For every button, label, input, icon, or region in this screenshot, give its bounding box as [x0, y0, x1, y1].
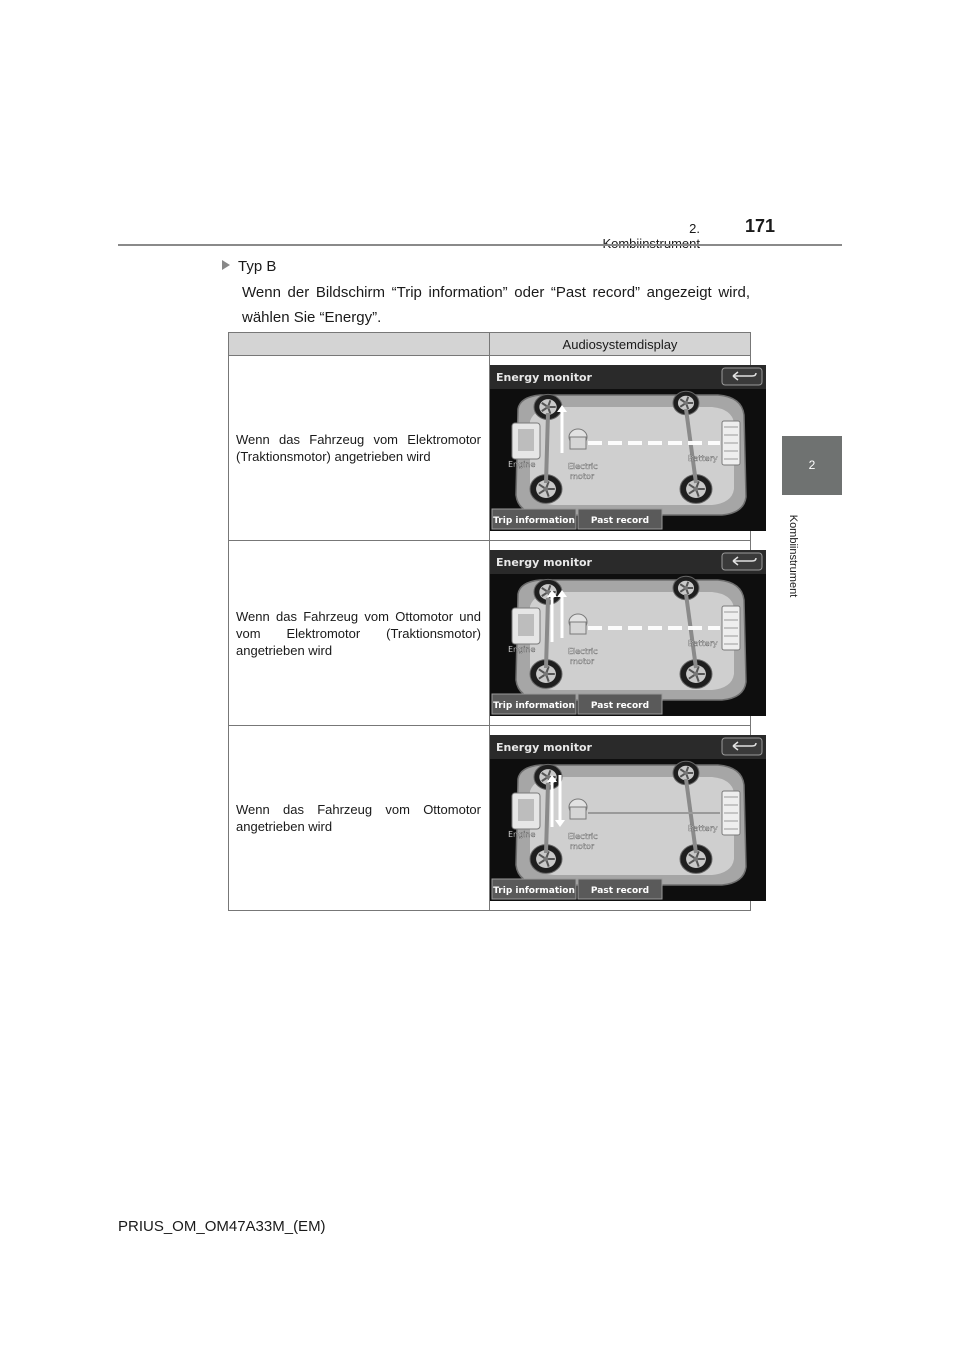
chapter-number: 2	[808, 458, 816, 472]
front-axle	[546, 598, 548, 668]
triangle-bullet-icon	[222, 260, 230, 270]
engine-label: Engine	[508, 460, 536, 469]
battery-icon	[722, 421, 740, 465]
screen-cell	[490, 726, 751, 911]
front-axle	[546, 413, 548, 483]
trip-information-label: Trip information	[493, 701, 575, 711]
electric-motor-icon	[569, 799, 587, 819]
back-button	[722, 368, 762, 385]
back-button	[722, 553, 762, 570]
footer-doc-id: PRIUS_OM_OM47A33M_(EM)	[118, 1218, 326, 1235]
battery-label: Battery	[688, 824, 718, 833]
energy-monitor-screen-electric	[490, 365, 766, 531]
electric-motor-label-line1: Electric	[568, 647, 598, 656]
past-record-label: Past record	[590, 516, 650, 526]
chapter-tab	[782, 436, 842, 495]
table-header-left	[229, 333, 490, 356]
engine-label: Engine	[508, 645, 536, 654]
past-record-label: Past record	[590, 701, 650, 711]
page-number: 171	[744, 216, 775, 236]
energy-monitor-screen-engine	[490, 735, 766, 901]
chapter-label	[783, 506, 803, 606]
electric-motor-label-line1: Electric	[568, 832, 598, 841]
trip-information-button	[492, 879, 576, 899]
electric-motor-label-line2: motor	[570, 657, 595, 666]
table-row	[229, 356, 751, 541]
electric-motor-label-line2: motor	[570, 472, 595, 481]
table-row	[229, 541, 751, 726]
engine-icon	[512, 608, 540, 644]
row-description: Wenn das Fahrzeug vom Elektromotor (Traktionsmotor) angetrieben wird	[229, 356, 490, 541]
front-axle	[546, 783, 548, 853]
screen-title: Energy monitor	[496, 371, 592, 384]
battery-icon	[722, 606, 740, 650]
bullet-text: Typ B	[238, 258, 277, 275]
trip-information-label: Trip information	[493, 886, 575, 896]
energy-monitor-table	[228, 332, 751, 911]
screen-cell	[490, 541, 751, 726]
header-divider	[118, 244, 842, 246]
past-record-button	[578, 694, 662, 714]
bullet-item	[222, 258, 276, 275]
table-header-right: Audiosystemdisplay	[490, 333, 751, 356]
energy-monitor-screen-both	[490, 550, 766, 716]
section-title: 2.	[689, 221, 700, 236]
trip-information-button	[492, 509, 576, 529]
battery-label: Battery	[688, 454, 718, 463]
engine-icon	[512, 423, 540, 459]
screen-title: Energy monitor	[496, 556, 592, 569]
electric-motor-icon	[569, 429, 587, 449]
back-button	[722, 738, 762, 755]
instruction-paragraph: Wenn der Bildschirm “Trip information” oder “Past record” angezeigt wird, wählen Sie “Energy”.	[242, 284, 750, 326]
screen-title: Energy monitor	[496, 741, 592, 754]
engine-label: Engine	[508, 830, 536, 839]
row-description: Wenn das Fahrzeug vom Ottomotor und vom Elektromotor (Traktionsmotor) angetrieben wird	[229, 541, 490, 726]
row-description: Wenn das Fahrzeug vom Ottomotor angetrieben wird	[229, 726, 490, 911]
past-record-button	[578, 509, 662, 529]
battery-label: Battery	[688, 639, 718, 648]
chapter-label-text: Kombiinstrument	[787, 514, 799, 598]
electric-motor-label-line2: motor	[570, 842, 595, 851]
screen-cell	[490, 356, 751, 541]
trip-information-button	[492, 694, 576, 714]
battery-icon	[722, 791, 740, 835]
electric-motor-label-line1: Electric	[568, 462, 598, 471]
engine-icon	[512, 793, 540, 829]
table-header-row	[229, 333, 751, 356]
past-record-label: Past record	[590, 886, 650, 896]
electric-motor-icon	[569, 614, 587, 634]
trip-information-label: Trip information	[493, 516, 575, 526]
table-row	[229, 726, 751, 911]
past-record-button	[578, 879, 662, 899]
